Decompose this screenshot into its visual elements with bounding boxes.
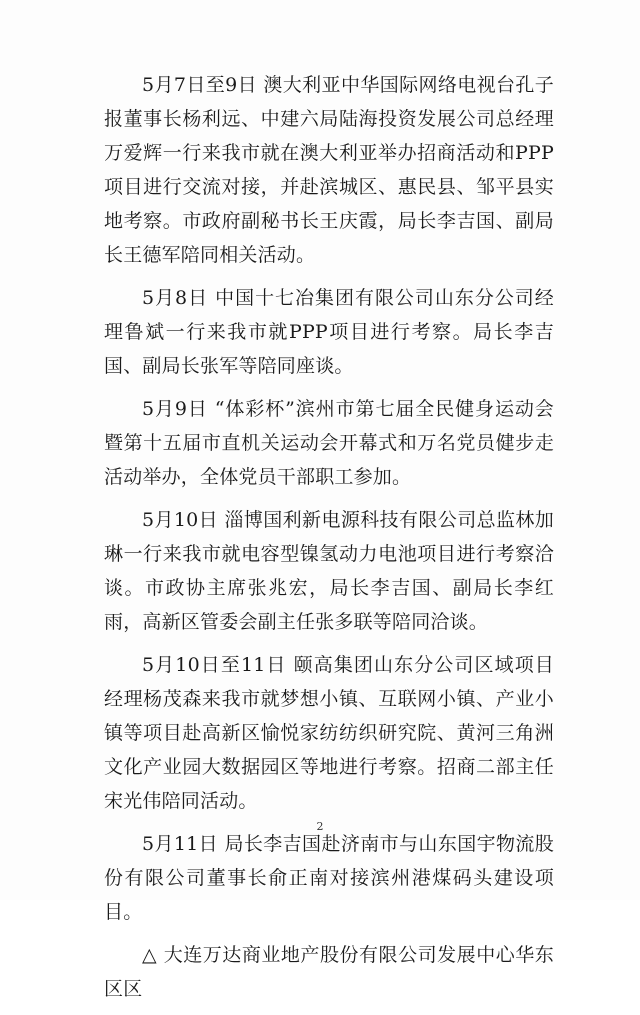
paragraph-may-8: 5月8日 中国十七冶集团有限公司山东分公司经理鲁斌一行来我市就PPP项目进行考察。局长李吉国、副局长张军等陪同座谈。 — [104, 287, 554, 377]
paragraph-may-11: 5月11日 局长李吉国赴济南市与山东国宇物流股份有限公司董事长俞正南对接滨州港煤码头建设项目。 — [104, 833, 554, 923]
paragraph-may-10: 5月10日 淄博国利新电源科技有限公司总监林加琳一行来我市就电容型镍氢动力电池项目进行考察洽谈。市政协主席张兆宏，局长李吉国、副局长李红雨，高新区管委会副主任张多联等陪同洽谈。 — [104, 509, 554, 633]
paragraph-may-7-9: 5月7日至9日 澳大利亚中华国际网络电视台孔子报董事长杨利远、中建六局陆海投资发展公司总经理万爱辉一行来我市就在澳大利亚举办招商活动和PPP项目进行交流对接，并赴滨城区、惠民县、邹平县实地考察。市政府副秘书长王庆霞，局长李吉国、副局长王德军陪同相关活动。 — [104, 74, 554, 266]
page-number: 2 — [316, 820, 324, 833]
paragraph-may-9: 5月9日 “体彩杯”滨州市第七届全民健身运动会暨第十五届市直机关运动会开幕式和万名党员健步走活动举办，全体党员干部职工参加。 — [104, 398, 554, 488]
document-body — [104, 68, 554, 1015]
paragraph-may-10-11: 5月10日至11日 颐高集团山东分公司区域项目经理杨茂森来我市就梦想小镇、互联网小镇、产业小镇等项目赴高新区愉悦家纺纺织研究院、黄河三角洲文化产业园大数据园区等地进行考察。招商二部主任宋光伟陪同活动。 — [104, 654, 554, 812]
paragraph-dalian-wanda: △ 大连万达商业地产股份有限公司发展中心华东区区 — [104, 944, 554, 1000]
